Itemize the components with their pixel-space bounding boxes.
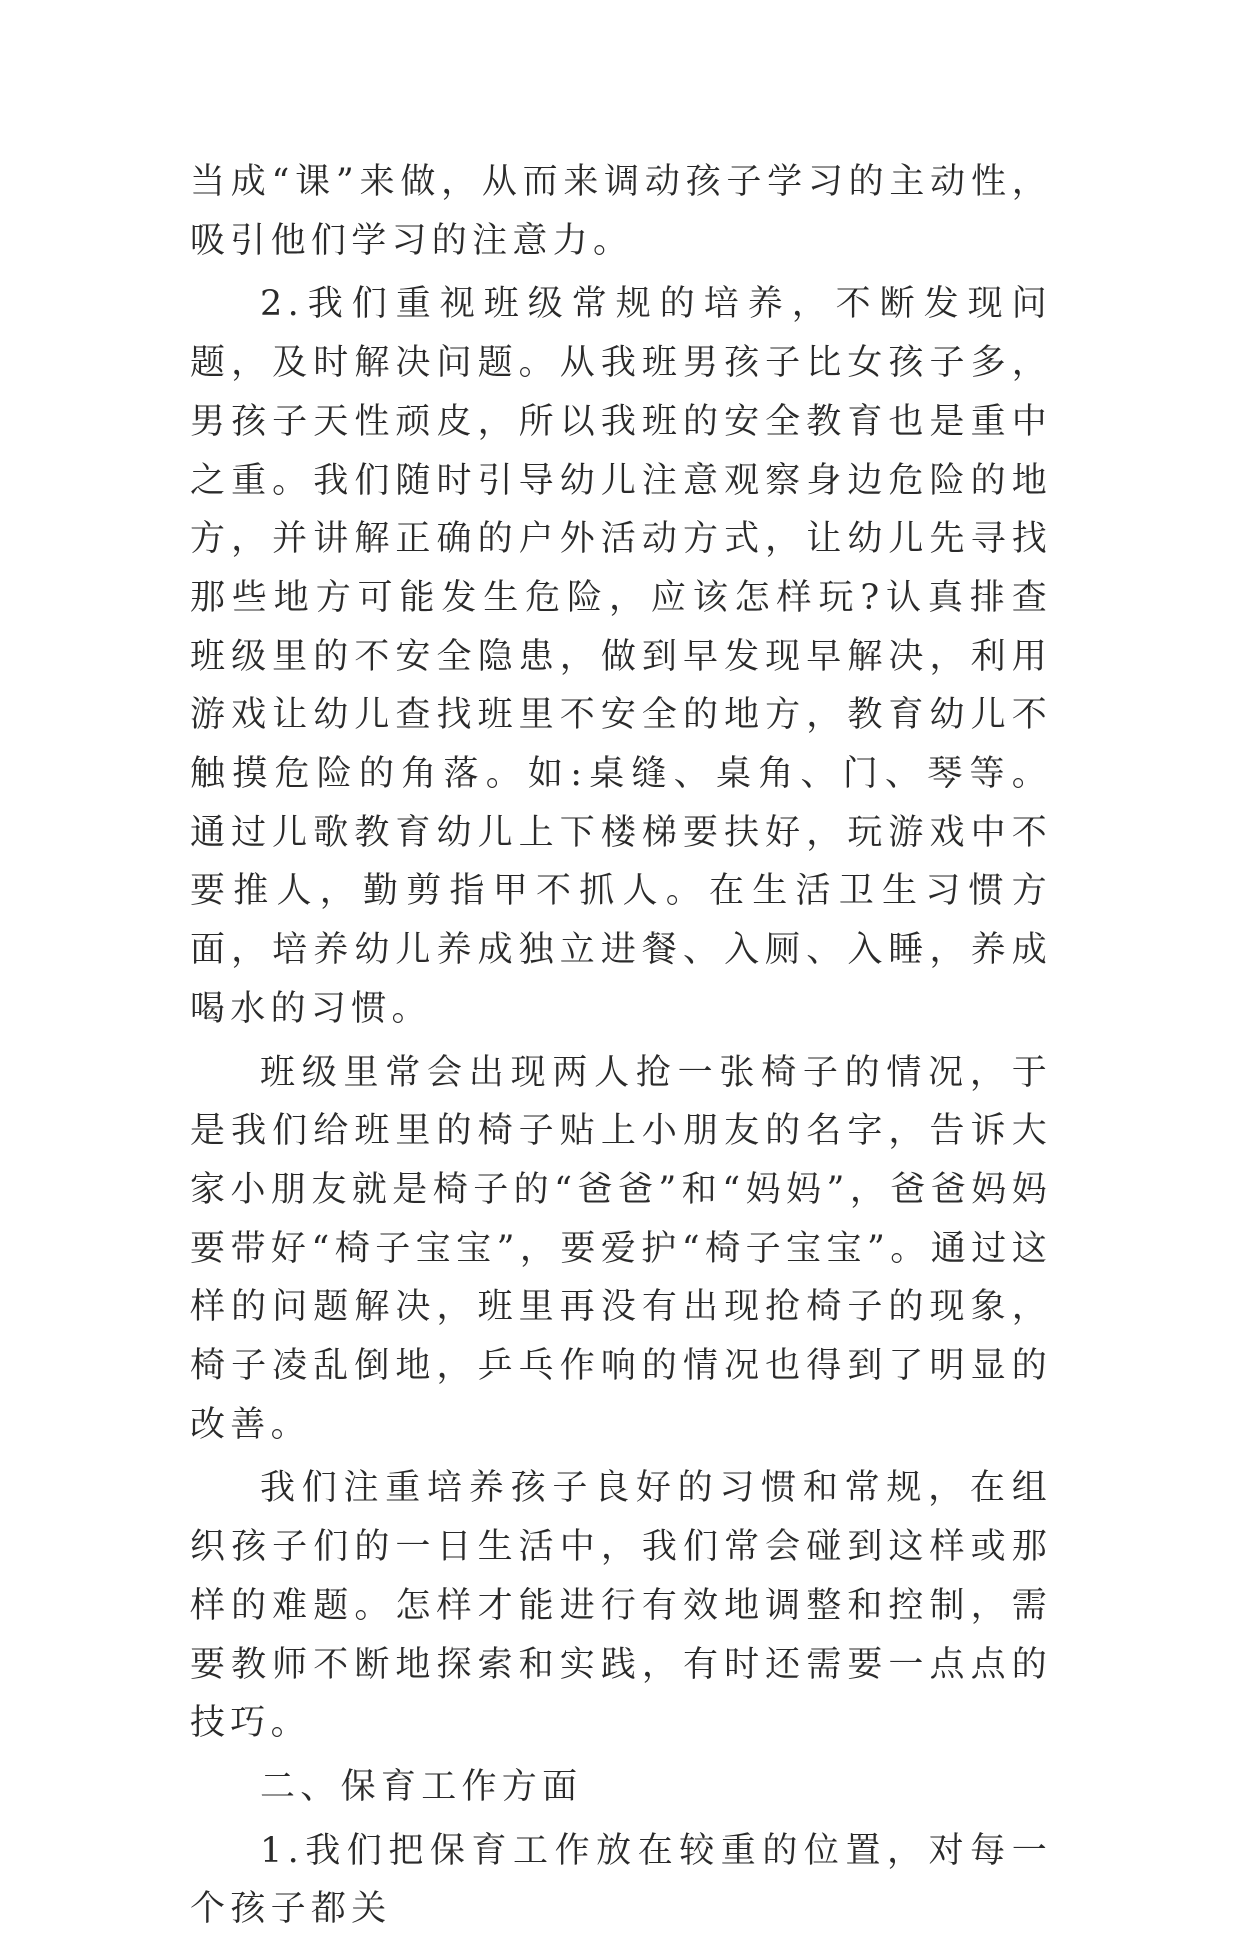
- paragraph-1: 当成“课”来做，从而来调动孩子学习的主动性，吸引他们学习的注意力。: [190, 162, 1052, 261]
- paragraph-6: 1.我们把保育工作放在较重的位置，对每一个孩子都关: [190, 1830, 1052, 1930]
- document-body: [190, 153, 1052, 1939]
- paragraph-4: 我们注重培养孩子良好的习惯和常规，在组织孩子们的一日生活中，我们常会碰到这样或那样的难题。怎样才能进行有效地调整和控制，需要教师不断地探索和实践，有时还需要一点点的技巧。: [190, 1468, 1052, 1744]
- paragraph-2: 2.我们重视班级常规的培养，不断发现问题，及时解决问题。从我班男孩子比女孩子多，男孩子天性顽皮，所以我班的安全教育也是重中之重。我们随时引导幼儿注意观察身边危险的地方，并讲解正确的户外活动方式，让幼儿先寻找那些地方可能发生危险，应该怎样玩?认真排查班级里的不安全隐患，做到早发现早解决，利用游戏让幼儿查找班里不安全的地方，教育幼儿不触摸危险的角落。如:桌缝、桌角、门、琴等。通过儿歌教育幼儿上下楼梯要扶好，玩游戏中不要推人，勤剪指甲不抓人。在生活卫生习惯方面，培养幼儿养成独立进餐、入厕、入睡，养成喝水的习惯。: [190, 284, 1052, 1029]
- section-heading: 二、保育工作方面: [260, 1766, 583, 1807]
- paragraph-3: 班级里常会出现两人抢一张椅子的情况，于是我们给班里的椅子贴上小朋友的名字，告诉大家小朋友就是椅子的“爸爸”和“妈妈”，爸爸妈妈要带好“椅子宝宝”，要爱护“椅子宝宝”。通过这样的问题解决，班里再没有出现抢椅子的现象，椅子凌乱倒地，乒乓作响的情况也得到了明显的改善。: [190, 1052, 1052, 1445]
